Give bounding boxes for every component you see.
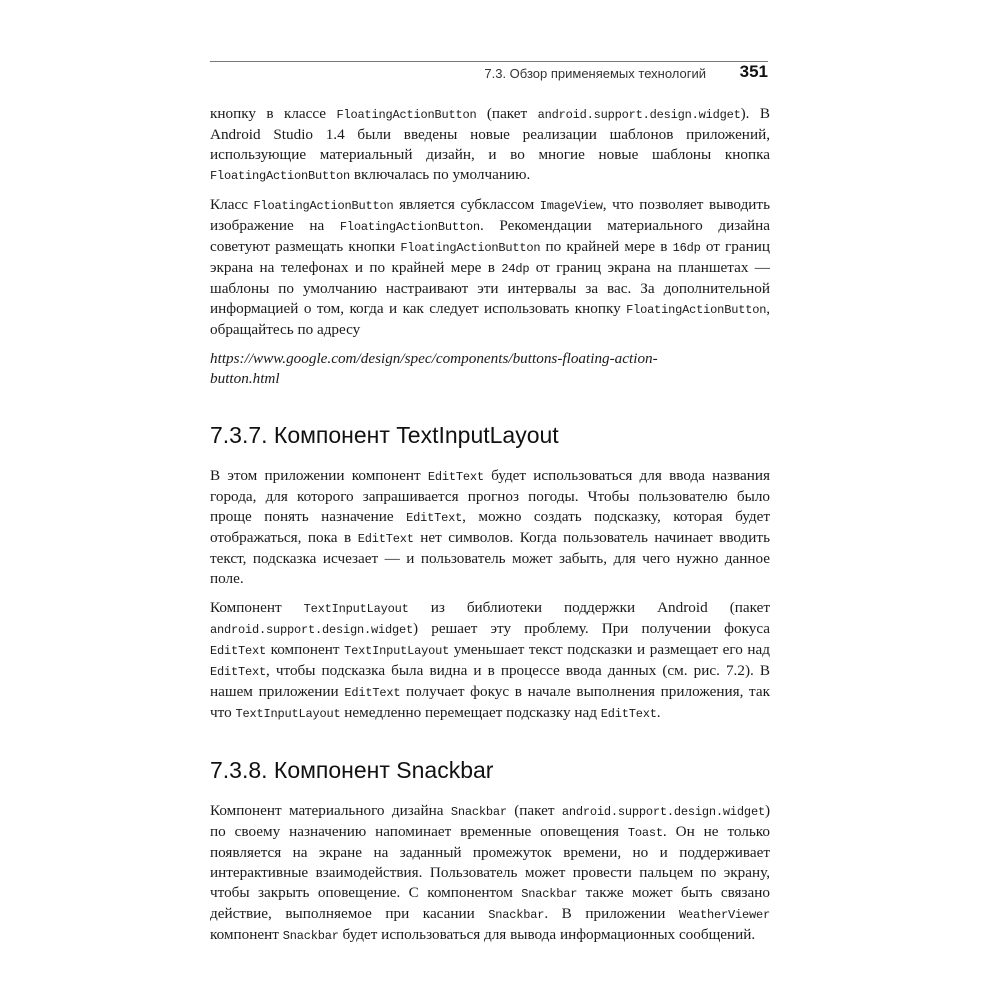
paragraph-fab-intro: кнопку в классе FloatingActionButton (пакет android.support.design.widget). В Android Studio 1.4 были введены новые реализации шаблонов приложений, использующие материальный дизайн, и во многие новые шаблоны кнопка FloatingActionButton включалась по умолчанию. — [210, 105, 771, 183]
header-rule — [210, 61, 768, 62]
section-heading-textinputlayout: 7.3.7. Компонент TextInputLayout — [210, 422, 559, 448]
paragraph-snackbar: Компонент материального дизайна Snackbar (пакет android.support.design.widget) по своему назначению напоминает временные оповещения Toast. Он не только появляется на экране на заданный промежуток времени, но и поддерживает интерактивные взаимодействия. Пользователь может провести пальцем по экрану, чтобы закрыть оповещение. С компонентом Snackbar также может быть связано действие, выполняемое при касании Snackbar. В приложении WeatherViewer компонент Snackbar будет использоваться для вывода информационных сообщений. — [210, 802, 771, 943]
code-term: TextInputLayout — [235, 707, 341, 721]
code-term: EditText — [600, 707, 657, 721]
code-term: android.support.design.widget — [561, 805, 765, 819]
code-term: EditText — [344, 686, 401, 700]
code-term: 16dp — [672, 241, 701, 255]
code-term: Snackbar — [521, 887, 578, 901]
code-term: Toast — [627, 826, 663, 840]
code-term: Snackbar — [282, 929, 339, 943]
code-term: android.support.design.widget — [537, 108, 741, 122]
code-term: TextInputLayout — [303, 602, 409, 616]
code-term: FloatingActionButton — [400, 241, 541, 255]
code-term: EditText — [210, 644, 267, 658]
section-heading-snackbar: 7.3.8. Компонент Snackbar — [210, 757, 494, 783]
code-term: Snackbar — [488, 908, 545, 922]
code-term: WeatherViewer — [678, 908, 770, 922]
code-term: FloatingActionButton — [210, 169, 351, 183]
code-term: EditText — [427, 470, 484, 484]
code-term: android.support.design.widget — [210, 623, 414, 637]
page-header — [210, 64, 768, 86]
code-term: EditText — [406, 511, 463, 525]
code-term: EditText — [210, 665, 267, 679]
code-term: Snackbar — [450, 805, 507, 819]
running-head: 7.3. Обзор применяемых технологий — [484, 66, 706, 81]
code-term: FloatingActionButton — [339, 220, 480, 234]
code-term: TextInputLayout — [344, 644, 450, 658]
url-line-2: button.html — [210, 370, 280, 387]
paragraph-textinputlayout: Компонент TextInputLayout из библиотеки поддержки Android (пакет android.support.design.widget) решает эту проблему. При получении фокуса EditText компонент TextInputLayout уменьшает текст подсказки и размещает его над EditText, чтобы подсказка была видна и в процессе ввода данных (см. рис. 7.2). В нашем приложении EditText получает фокус в начале выполнения приложения, так что TextInputLayout немедленно перемещает подсказку над EditText. — [210, 599, 771, 721]
code-term: EditText — [357, 532, 414, 546]
code-term: 24dp — [501, 262, 530, 276]
reference-url — [210, 349, 770, 389]
url-line-1: https://www.google.com/design/spec/components/buttons-floating-action- — [210, 350, 658, 367]
code-term: FloatingActionButton — [336, 108, 477, 122]
code-term: ImageView — [539, 199, 603, 213]
code-term: FloatingActionButton — [626, 303, 767, 317]
page-body — [210, 104, 770, 955]
page-number: 351 — [739, 62, 768, 81]
code-term: FloatingActionButton — [253, 199, 394, 213]
paragraph-fab-guidelines: Класс FloatingActionButton является субклассом ImageView, что позволяет выводить изображение на FloatingActionButton. Рекомендации материального дизайна советуют размещать кнопки FloatingActionButton по крайней мере в 16dp от границ экрана на телефонах и по крайней мере в 24dp от границ экрана на планшетах — шаблоны по умолчанию настраивают эти интервалы за вас. За дополнительной информацией о том, когда и как следует использовать кнопку FloatingActionButton, обращайтесь по адресу — [210, 196, 771, 338]
paragraph-edittext-hint: В этом приложении компонент EditText будет использоваться для ввода названия города, для которого запрашивается прогноз погоды. Чтобы пользователю было проще понять назначение EditText, можно создать подсказку, которая будет отображаться, пока в EditText нет символов. Когда пользователь начинает вводить текст, подсказка исчезает — и пользователь может забыть, для чего нужно данное поле. — [210, 467, 771, 587]
